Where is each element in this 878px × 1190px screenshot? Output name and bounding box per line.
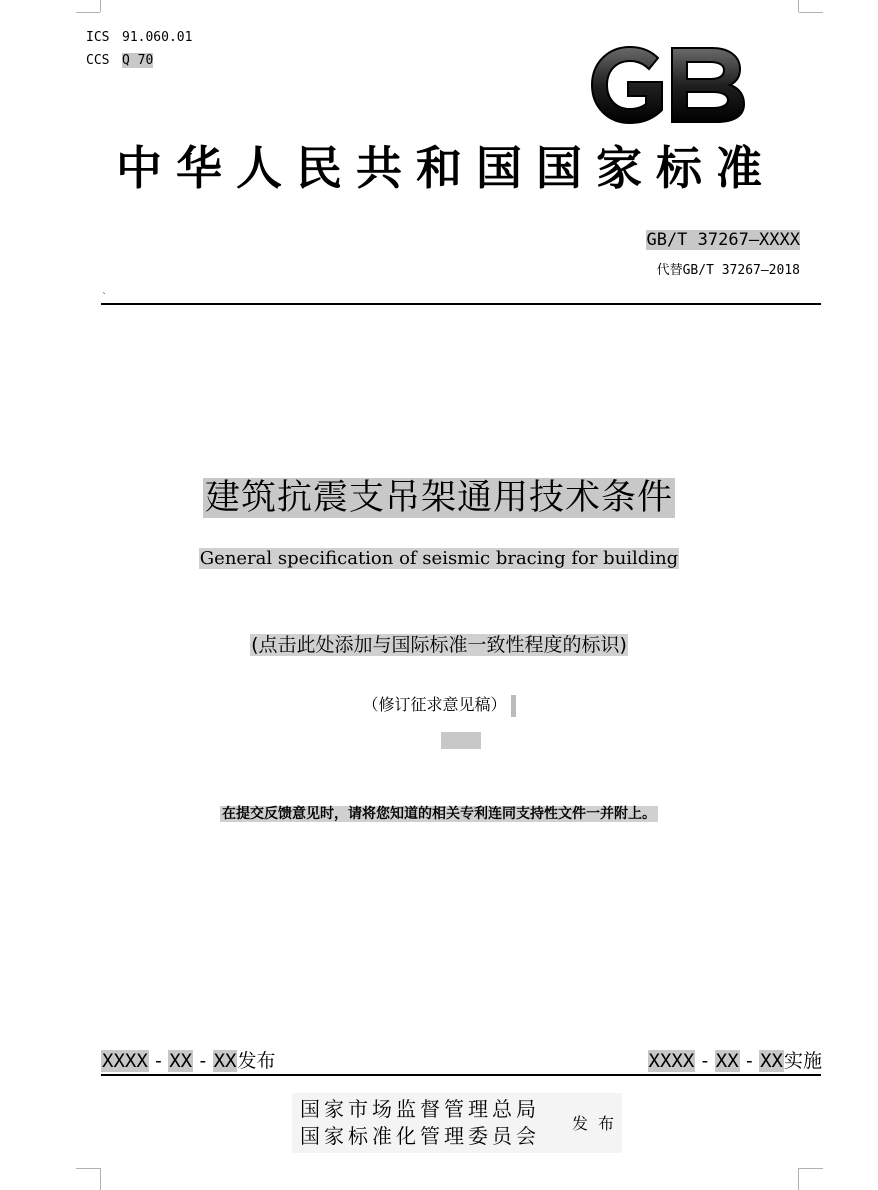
draft-status-text: （修订征求意见稿） [362,695,507,714]
replaces-standard: 代替GB/T 37267—2018 [656,263,800,278]
crop-mark-tl-h [76,12,100,13]
consistency-text[interactable]: (点击此处添加与国际标准一致性程度的标识) [251,634,627,656]
ics-line [86,26,192,49]
issuer-line-1: 国家市场监督管理总局 [300,1097,540,1121]
title-cn-text[interactable]: 建筑抗震支吊架通用技术条件 [204,478,673,518]
standard-number [646,230,800,250]
ics-label: ICS [86,30,110,45]
rule-tick-mark: ` [102,292,107,303]
ccs-label: CCS [86,53,110,68]
issue-month[interactable]: XX [169,1050,193,1072]
issuing-authorities [300,1096,540,1150]
consistency-placeholder[interactable] [0,630,878,657]
text-cursor-field[interactable] [511,695,516,717]
crop-mark-tl [100,0,101,12]
top-divider [101,303,821,305]
classification-codes [86,26,192,72]
crop-mark-bl [100,1168,101,1190]
issuer-line-2: 国家标准化管理委员会 [300,1124,540,1148]
gb-logo [588,44,748,126]
ics-value: 91.060.01 [122,30,193,45]
blank-form-field[interactable] [441,732,481,749]
issue-suffix: 发布 [237,1050,276,1072]
implementation-date: XXXX - XX - XX实施 [648,1050,822,1072]
implement-year[interactable]: XXXX [648,1050,695,1072]
implement-month[interactable]: XX [715,1050,739,1072]
bottom-divider [101,1074,821,1076]
implement-suffix: 实施 [783,1050,822,1072]
crop-mark-br-h [799,1168,823,1169]
crop-mark-tr-h [799,12,823,13]
crop-mark-br [798,1168,799,1190]
ccs-value: Q 70 [122,53,154,68]
document-title-en[interactable] [0,548,878,569]
crop-mark-bl-h [76,1168,100,1169]
national-standard-title: 中华人民共和国国家标准 [116,141,776,195]
patent-notice [0,803,878,823]
issue-year[interactable]: XXXX [102,1050,148,1072]
document-title-cn[interactable] [0,470,878,520]
implement-day[interactable]: XX [760,1050,783,1072]
patent-notice-text: 在提交反馈意见时，请将您知道的相关专利连同支持性文件一并附上。 [222,806,656,822]
crop-mark-tr [798,0,799,12]
ccs-line [86,49,192,72]
publish-label: 发布 [572,1114,625,1133]
standard-number-text: GB/T 37267—XXXX [646,230,800,250]
draft-status [0,692,878,717]
issue-day[interactable]: XX [213,1050,237,1072]
title-en-text[interactable]: General specification of seismic bracing for building [199,548,679,569]
issue-date: XXXX - XX - XX发布 [102,1050,276,1072]
